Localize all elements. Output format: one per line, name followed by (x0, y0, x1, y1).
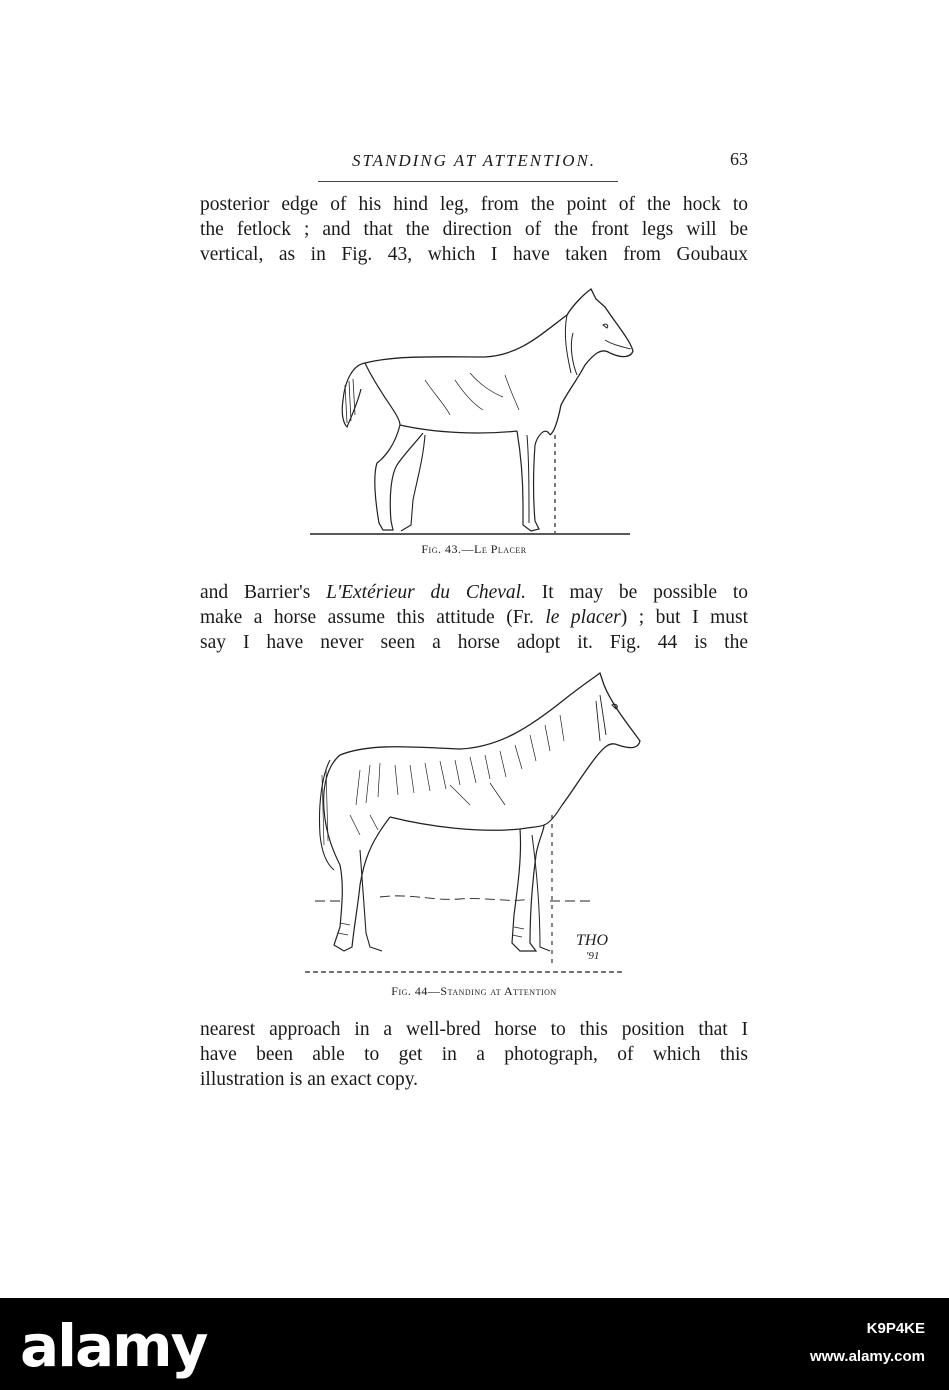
text-line: vertical, as in Fig. 43, which I have taken from Goubaux (200, 244, 748, 265)
paragraph-2 (200, 580, 748, 655)
italic-term: le placer (545, 607, 621, 628)
paragraph-1 (200, 192, 748, 267)
page-number: 63 (730, 149, 748, 169)
site-url: www.alamy.com (809, 1348, 925, 1365)
text-line (200, 605, 748, 630)
text-span: ) ; but I must (620, 607, 749, 628)
text-line: have been able to get in a photograph, of which this (200, 1044, 748, 1065)
image-id: K9P4KE (866, 1320, 925, 1337)
text-line: the fetlock ; and that the direction of the front legs will be (200, 219, 748, 240)
watermark-footer (0, 1298, 949, 1390)
running-head (200, 149, 748, 175)
text-line: say I have never seen a horse adopt it. Fig. 44 is the (200, 632, 748, 653)
text-line: illustration is an exact copy. (200, 1069, 419, 1090)
paragraph-3 (200, 1017, 748, 1092)
text-span: and Barrier's (200, 582, 327, 603)
text-line: posterior edge of his hind leg, from the point of the hock to (200, 194, 748, 215)
brand-logo: alamy (20, 1312, 207, 1380)
running-title: STANDING AT ATTENTION. (351, 151, 597, 170)
figure-43-horse-illustration (305, 285, 635, 540)
figure-44-horse-illustration (300, 665, 650, 980)
artist-signature: THO (576, 932, 609, 949)
text-line (200, 580, 748, 605)
text-line: nearest approach in a well-bred horse to this position that I (200, 1019, 748, 1040)
figure-44-caption: Fig. 44—Standing at Attention (391, 984, 557, 998)
text-span: It may be possible to (525, 582, 748, 603)
italic-title: L'Extérieur du Cheval. (326, 582, 526, 603)
artist-signature-year: '91 (586, 950, 600, 962)
text-span: make a horse assume this attitude (Fr. (200, 607, 546, 628)
figure-43-caption: Fig. 43.—Le Placer (421, 542, 527, 556)
header-rule (318, 181, 618, 182)
